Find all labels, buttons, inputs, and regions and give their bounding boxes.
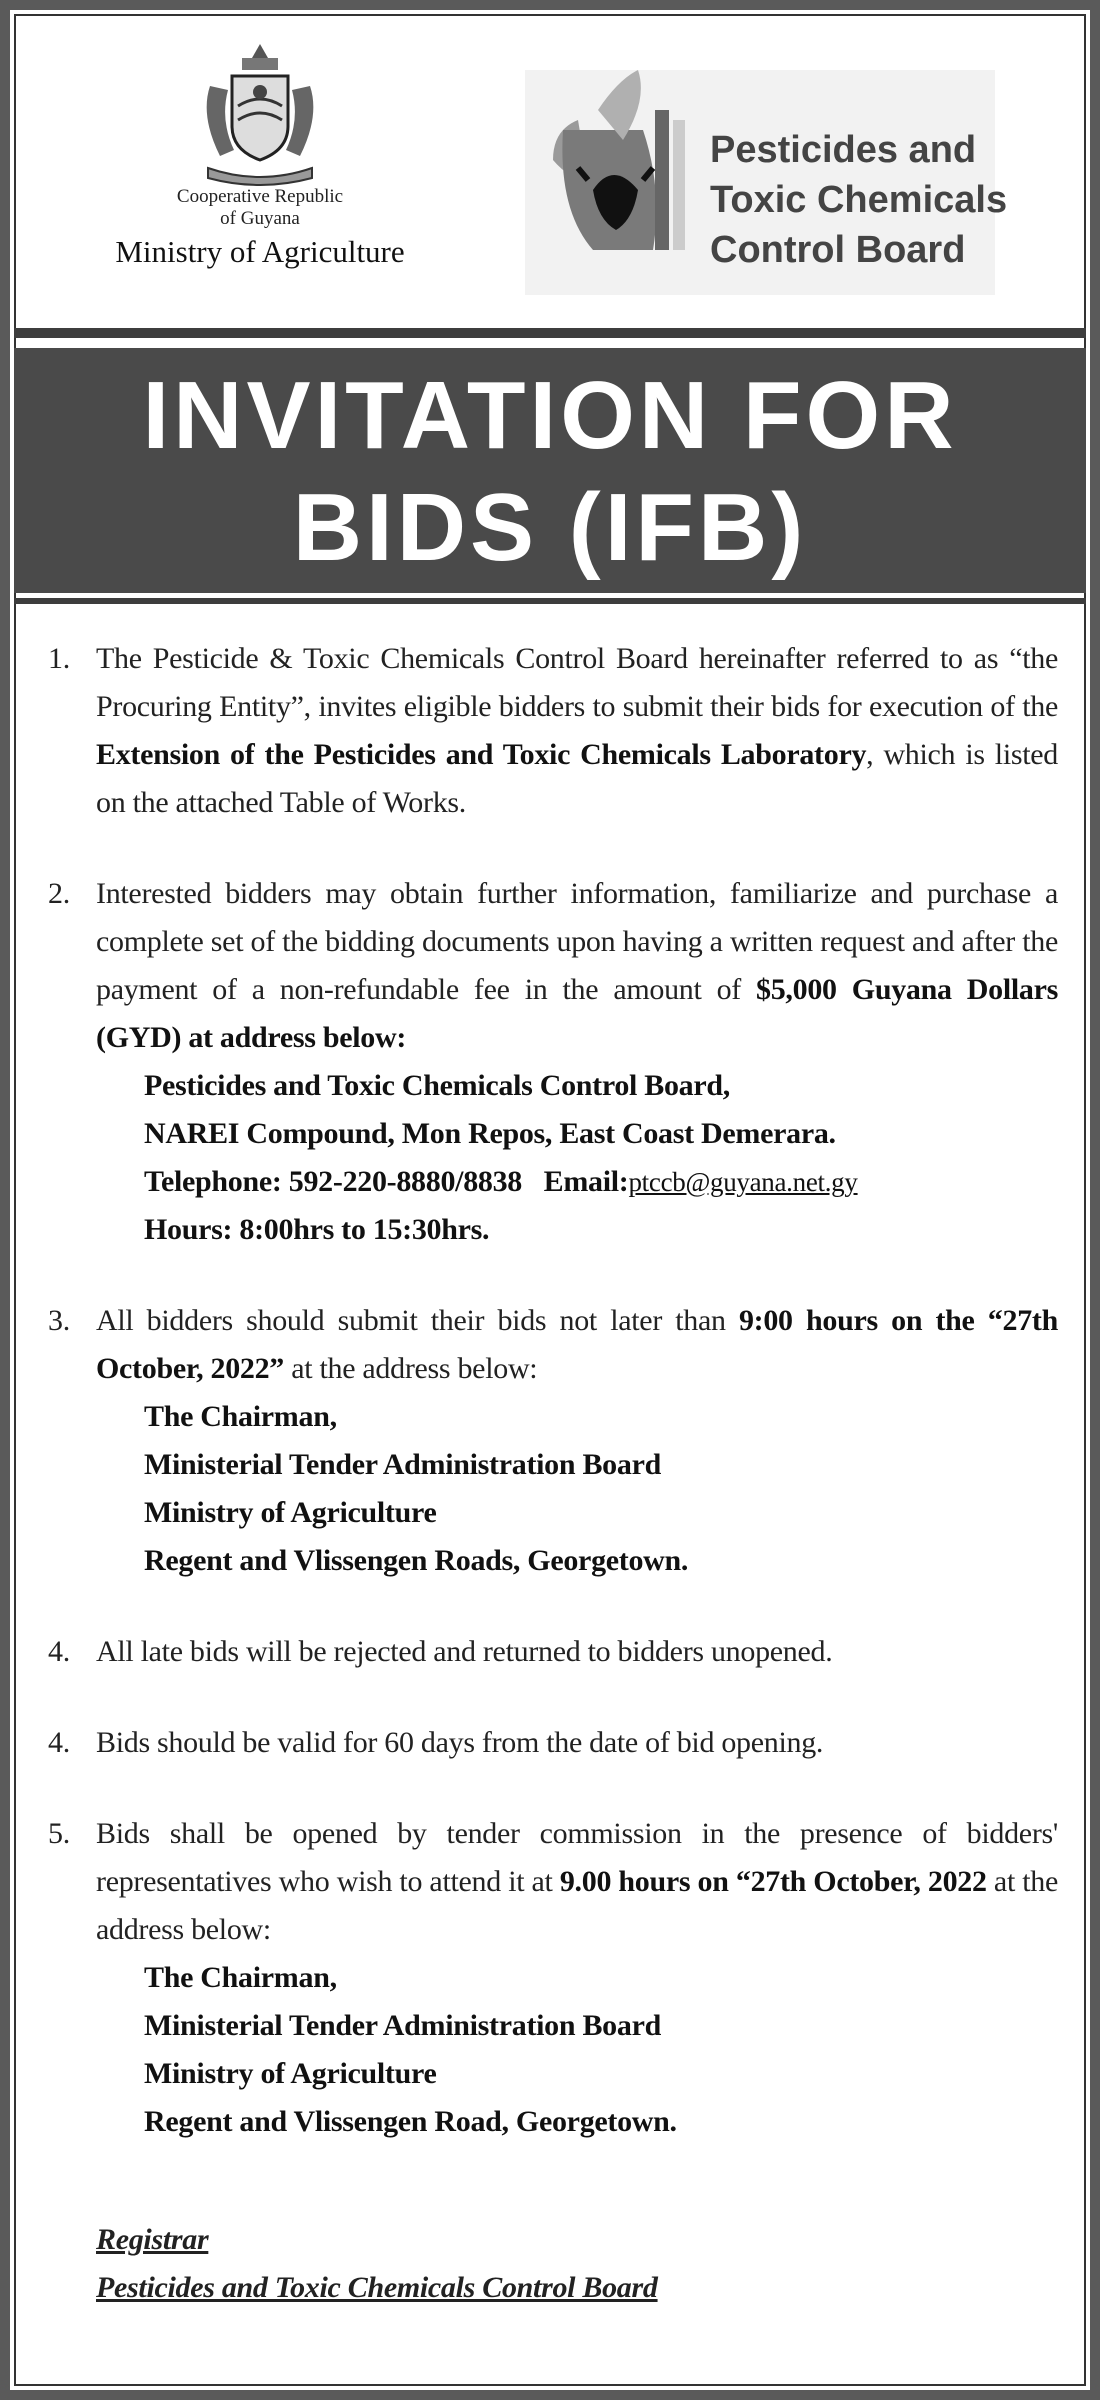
clause-number: 4. <box>48 1726 70 1759</box>
clause-2 <box>48 870 1058 1254</box>
republic-line-1: Cooperative Republic <box>176 186 344 207</box>
clause-text: All late bids will be rejected and returned to bidders unopened. <box>96 1635 833 1668</box>
board-logo-block <box>525 70 1008 295</box>
clause-number: 5. <box>48 1817 70 1850</box>
board-name-line-2: Toxic Chemicals <box>710 179 1008 221</box>
banner-line-2: BIDS (IFB) <box>292 474 808 581</box>
hours-line: Hours: 8:00hrs to 15:30hrs. <box>144 1213 490 1246</box>
clause-4b <box>48 1719 1058 1767</box>
clause-number: 4. <box>48 1635 70 1668</box>
signature-block <box>48 2216 1058 2312</box>
divider-top <box>14 328 1086 338</box>
title-banner <box>14 348 1086 593</box>
board-name-line-3: Control Board <box>710 229 966 271</box>
address-line: NAREI Compound, Mon Repos, East Coast Demerara. <box>144 1117 836 1150</box>
clause-text <box>96 870 1058 1254</box>
clause-bold-part: $5,000 Guyana Dollars (GYD) at address below: <box>96 973 1058 1054</box>
clause-1 <box>48 635 1058 827</box>
address-line: The Chairman, <box>144 1400 337 1433</box>
clause-4 <box>48 1628 1058 1676</box>
clause-text-part: , which is listed on the attached Table of Works. <box>96 738 1058 819</box>
address-line: Ministry of Agriculture <box>144 2057 437 2090</box>
ministry-block <box>100 36 420 270</box>
clause-bold-part: 9:00 hours on the “27th October, 2022” <box>96 1304 1058 1385</box>
address-block <box>96 1393 1058 1585</box>
clause-number: 2. <box>48 877 70 910</box>
clause-number: 1. <box>48 642 70 675</box>
clause-3 <box>48 1297 1058 1585</box>
email-label: Email: <box>543 1165 629 1198</box>
address-line: The Chairman, <box>144 1961 337 1994</box>
signature-org: Pesticides and Toxic Chemicals Control Board <box>96 2271 658 2304</box>
clause-text-part: at the address below: <box>96 1865 1058 1946</box>
signature-title: Registrar <box>96 2223 209 2256</box>
address-block <box>96 1954 1058 2146</box>
clause-text-part: The Pesticide & Toxic Chemicals Control Board hereinafter referred to as “the Procuring Entity”, invites eligible bidders to submit their bids for execution of the <box>96 642 1058 723</box>
address-line: Regent and Vlissengen Roads, Georgetown. <box>144 1544 689 1577</box>
address-line: Ministry of Agriculture <box>144 1496 437 1529</box>
clause-text-part: All bidders should submit their bids not later than <box>96 1304 739 1337</box>
ministry-name: Ministry of Agriculture <box>115 234 405 269</box>
republic-line-2: of Guyana <box>220 208 300 229</box>
banner-line-1: INVITATION FOR <box>142 362 958 469</box>
clause-text-part: Interested bidders may obtain further information, familiarize and purchase a complete set of the bidding documents upon having a written request and after the payment of a non-refundable fee in the amount of <box>96 877 1058 1006</box>
clause-text-part: Bids shall be opened by tender commission in the presence of bidders' representatives who wish to attend it at <box>96 1817 1058 1898</box>
address-block <box>96 1062 1058 1254</box>
address-line: Regent and Vlissengen Road, Georgetown. <box>144 2105 677 2138</box>
clause-bold-part: 9.00 hours on “27th October, 2022 <box>559 1865 987 1898</box>
email-link[interactable]: ptccb@guyana.net.gy <box>628 1167 858 1197</box>
header <box>10 10 1090 330</box>
telephone: Telephone: 592-220-8880/8838 <box>144 1165 522 1198</box>
divider-bottom <box>14 598 1086 604</box>
clause-text: Bids should be valid for 60 days from the date of bid opening. <box>96 1726 824 1759</box>
clause-number: 3. <box>48 1304 70 1337</box>
clause-text <box>96 635 1058 827</box>
clause-5 <box>48 1810 1058 2146</box>
notice-frame <box>10 10 1090 2390</box>
board-name-line-1: Pesticides and <box>710 129 977 171</box>
board-name <box>710 125 1007 275</box>
address-line: Pesticides and Toxic Chemicals Control Board, <box>144 1069 730 1102</box>
clause-text <box>96 1297 1058 1585</box>
clause-text <box>96 1810 1058 2146</box>
clause-text-part: at the address below: <box>284 1352 538 1385</box>
address-line: Ministerial Tender Administration Board <box>144 1448 661 1481</box>
coat-of-arms-icon <box>190 36 330 186</box>
clause-bold-part: Extension of the Pesticides and Toxic Chemicals Laboratory <box>96 738 867 771</box>
address-line: Ministerial Tender Administration Board <box>144 2009 661 2042</box>
ptccb-logo-icon <box>543 70 703 295</box>
contact-line <box>144 1158 1058 1206</box>
notice-body <box>48 635 1058 2312</box>
